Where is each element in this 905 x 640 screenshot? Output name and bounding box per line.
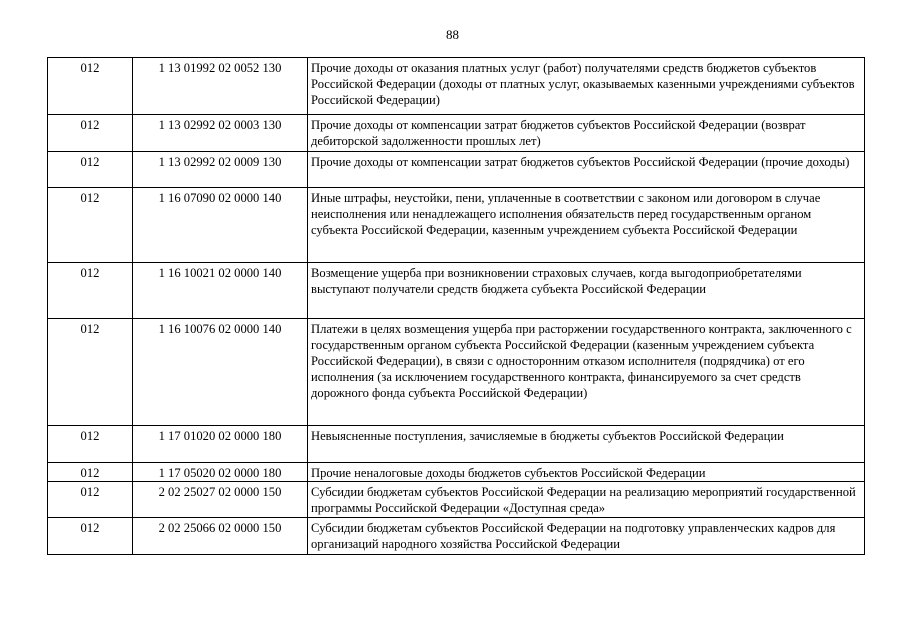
revenue-name-cell: Субсидии бюджетам субъектов Российской Федерации на реализацию мероприятий государственной программы Российской Федерации «Доступная среда» (308, 482, 865, 518)
admin-code-cell: 012 (48, 518, 133, 555)
admin-code-cell: 012 (48, 263, 133, 319)
budget-code-cell: 1 17 01020 02 0000 180 (133, 426, 308, 463)
table-row (48, 319, 865, 426)
budget-code-cell: 1 16 10076 02 0000 140 (133, 319, 308, 426)
table-row (48, 58, 865, 115)
revenue-name-cell: Невыясненные поступления, зачисляемые в бюджеты субъектов Российской Федерации (308, 426, 865, 463)
table-row (48, 482, 865, 518)
revenue-name-cell: Прочие доходы от компенсации затрат бюджетов субъектов Российской Федерации (прочие доходы) (308, 152, 865, 188)
table-row (48, 263, 865, 319)
revenue-name-cell: Иные штрафы, неустойки, пени, уплаченные в соответствии с законом или договором в случае неисполнения или ненадлежащего исполнения обязательств перед государственным органом субъекта Российской Федерации, казенным учреждением субъекта Российской Федерации (308, 188, 865, 263)
budget-code-cell: 2 02 25027 02 0000 150 (133, 482, 308, 518)
budget-code-cell: 1 16 10021 02 0000 140 (133, 263, 308, 319)
table-row (48, 518, 865, 555)
admin-code-cell: 012 (48, 152, 133, 188)
admin-code-cell: 012 (48, 188, 133, 263)
revenue-name-cell: Субсидии бюджетам субъектов Российской Федерации на подготовку управленческих кадров для организаций народного хозяйства Российской Федерации (308, 518, 865, 555)
page-number: 88 (446, 27, 459, 42)
admin-code-cell: 012 (48, 482, 133, 518)
admin-code-cell: 012 (48, 115, 133, 152)
revenue-name-cell: Прочие доходы от компенсации затрат бюджетов субъектов Российской Федерации (возврат дебиторской задолженности прошлых лет) (308, 115, 865, 152)
revenue-name-cell: Прочие доходы от оказания платных услуг (работ) получателями средств бюджетов субъектов Российской Федерации (доходы от платных услуг, оказываемых казенными учреждениями субъектов Российской Федерации) (308, 58, 865, 115)
revenue-name-cell: Прочие неналоговые доходы бюджетов субъектов Российской Федерации (308, 463, 865, 482)
revenue-name-cell: Возмещение ущерба при возникновении страховых случаев, когда выгодоприобретателями выступают получатели средств бюджета субъекта Российской Федерации (308, 263, 865, 319)
admin-code-cell: 012 (48, 319, 133, 426)
budget-code-cell: 1 13 02992 02 0003 130 (133, 115, 308, 152)
revenue-name-cell: Платежи в целях возмещения ущерба при расторжении государственного контракта, заключенного с государственным органом субъекта Российской Федерации (казенным учреждением субъекта Российской Федерации), в связи с односторонним отказом исполнителя (подрядчика) от его исполнения (за исключением государственного контракта, финансируемого за счет средств дорожного фонда субъекта Российской Федерации) (308, 319, 865, 426)
admin-code-cell: 012 (48, 463, 133, 482)
table-row (48, 426, 865, 463)
budget-code-cell: 2 02 25066 02 0000 150 (133, 518, 308, 555)
revenue-codes-table (47, 57, 865, 555)
admin-code-cell: 012 (48, 426, 133, 463)
table-row (48, 463, 865, 482)
budget-code-cell: 1 13 01992 02 0052 130 (133, 58, 308, 115)
table-row (48, 188, 865, 263)
budget-code-cell: 1 13 02992 02 0009 130 (133, 152, 308, 188)
table-row (48, 115, 865, 152)
budget-code-cell: 1 17 05020 02 0000 180 (133, 463, 308, 482)
budget-code-cell: 1 16 07090 02 0000 140 (133, 188, 308, 263)
admin-code-cell: 012 (48, 58, 133, 115)
table-row (48, 152, 865, 188)
